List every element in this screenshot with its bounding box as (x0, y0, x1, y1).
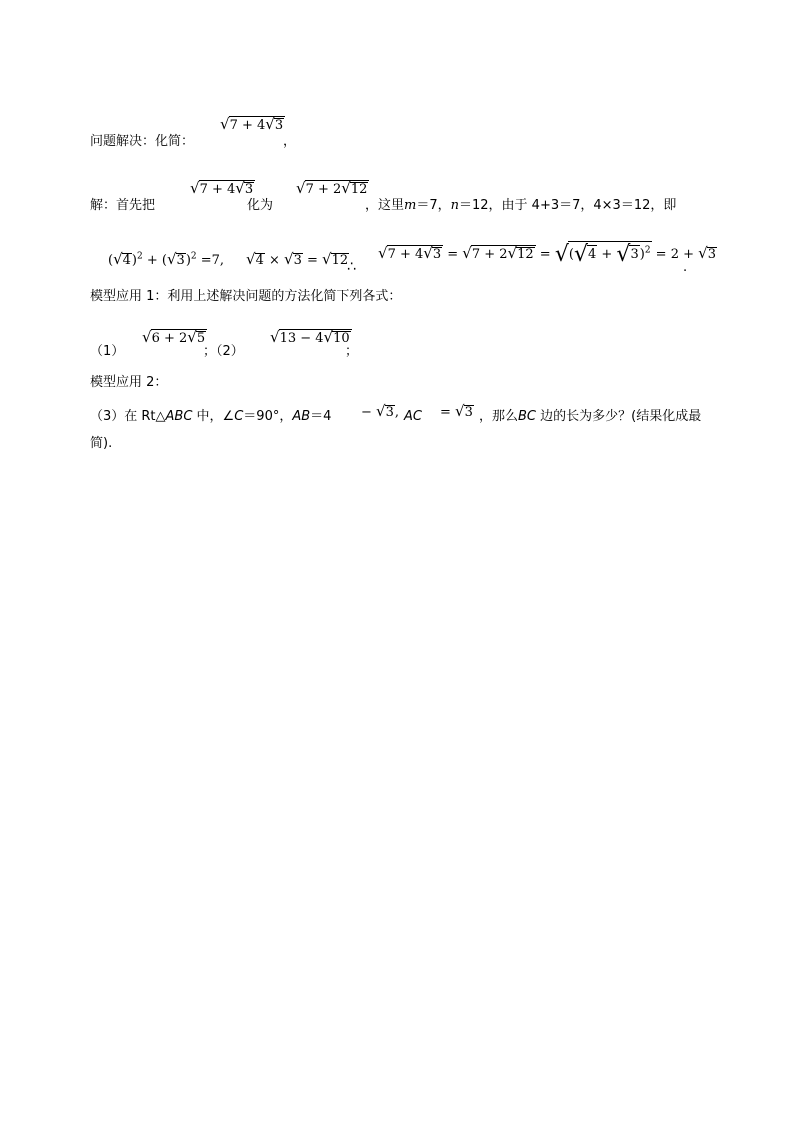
q3-ac: AC (404, 409, 422, 424)
final-expression: $√7 + 4√3 = √7 + 2√12 = √(√4 + √3)^2 = 2 + √3$ (378, 242, 716, 267)
solution-expr2: √7 + 2√12 (296, 179, 368, 197)
identity-squares: $(√4)^2 + (√3)^2 =7$, (108, 250, 225, 268)
q3-text: （3）在 Rt△ABC 中，∠C＝90°，AB＝4 (90, 409, 332, 424)
final-period: . (683, 260, 688, 275)
q3-ab-radical: − √3, (361, 402, 400, 420)
therefore-symbol: ∴ (347, 259, 356, 275)
model1-title: 模型应用 1：利用上述解决问题的方法化简下列各式： (90, 289, 402, 304)
q2-expression: √13 − 4√10 (270, 328, 350, 346)
q3-question-line2: 简). (90, 436, 113, 451)
q3-question: ，那么BC 边的长为多少？(结果化成最 (479, 409, 702, 424)
q3-ac-radical: = √3 (440, 402, 473, 420)
problem-label: 问题解决：化简： (90, 134, 195, 149)
q1-expression: √6 + 2√5 (142, 328, 206, 346)
identity-product: √4 × √3 = √12 (246, 250, 349, 268)
problem-comma: ， (283, 134, 297, 149)
solution-label: 解：首先把 (90, 198, 156, 213)
model2-title: 模型应用 2： (90, 375, 168, 390)
solution-tail: ，这里m＝7，n＝12，由于 4+3＝7，4×3＝12，即 (365, 198, 677, 213)
solution-mid: 化为 (247, 198, 274, 213)
problem-expression: √7 + 4√3 (220, 115, 284, 133)
q2-label: ；（2） (203, 344, 244, 359)
q1-label: （1） (90, 344, 125, 359)
solution-expr1: √7 + 4√3 (190, 179, 254, 197)
q2-end: ； (345, 344, 359, 359)
